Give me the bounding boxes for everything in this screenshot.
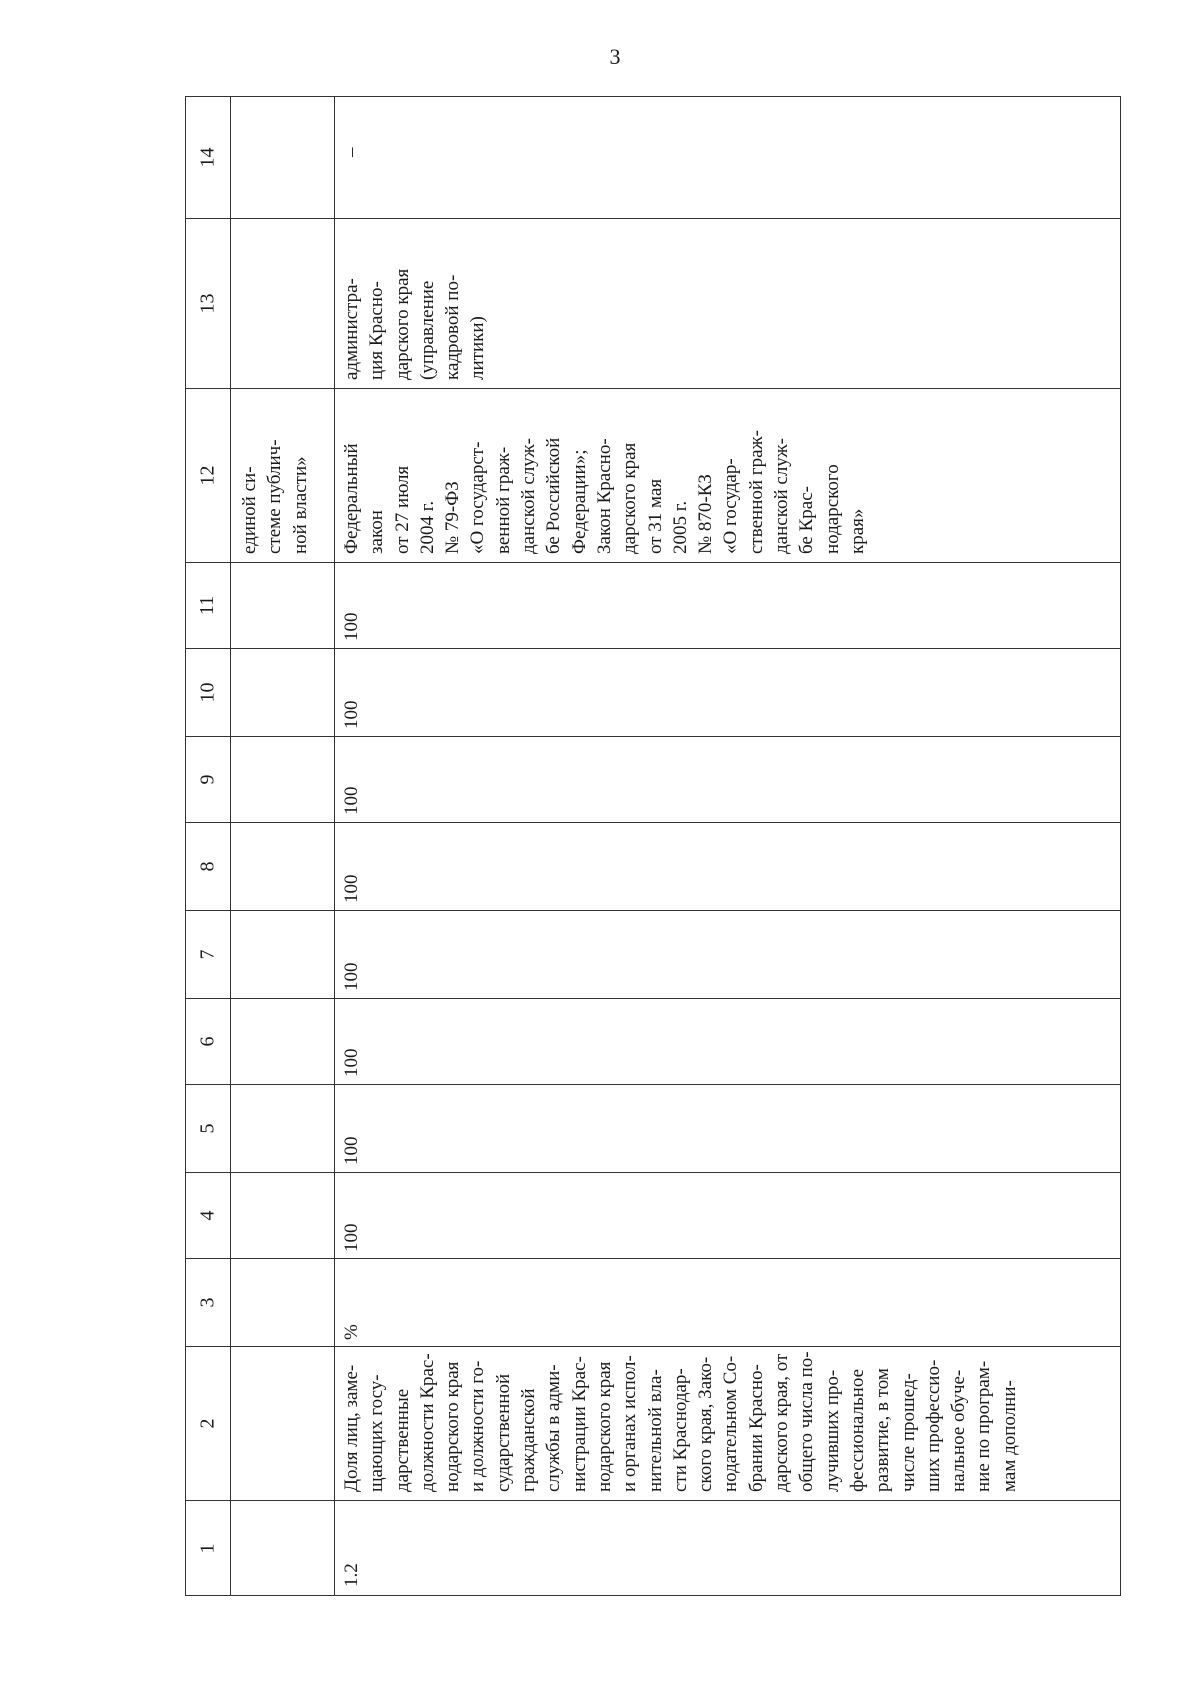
column-header-13: 13 bbox=[196, 293, 219, 313]
column-divider bbox=[186, 562, 1120, 563]
value-cell-col5: 100 bbox=[341, 1136, 362, 1165]
column-divider bbox=[186, 1258, 1120, 1259]
column-divider bbox=[186, 1500, 1120, 1501]
column-header-14: 14 bbox=[196, 147, 219, 168]
legal-basis-cell: Федеральный закон от 27 июля 2004 г. № 79-ФЗ «О государст- венной граж- данской служ- бе Российской Федерации»; Закон Красно- дарского края от 31 мая 2005 г. № 870-КЗ «О государ- ственной граж- данской служ- бе Крас- нодарского края» bbox=[341, 430, 868, 554]
note-cell: – bbox=[341, 147, 362, 157]
column-header-1: 1 bbox=[196, 1543, 219, 1554]
row-divider bbox=[230, 97, 231, 1595]
column-header-7: 7 bbox=[196, 949, 219, 959]
column-header-11: 11 bbox=[196, 595, 219, 615]
value-cell-col8: 100 bbox=[341, 874, 362, 903]
row-number-cell: 1.2 bbox=[341, 1563, 362, 1587]
value-cell-col9: 100 bbox=[341, 786, 362, 815]
value-cell-col10: 100 bbox=[341, 700, 362, 729]
value-cell-col7: 100 bbox=[341, 962, 362, 991]
column-header-6: 6 bbox=[196, 1036, 219, 1046]
column-header-10: 10 bbox=[196, 682, 219, 702]
page-number: 3 bbox=[609, 44, 621, 69]
column-divider bbox=[186, 998, 1120, 999]
column-divider bbox=[186, 910, 1120, 911]
value-cell-col4: 100 bbox=[341, 1223, 362, 1252]
value-cell-col6: 100 bbox=[341, 1048, 362, 1077]
column-header-8: 8 bbox=[196, 861, 219, 871]
column-header-5: 5 bbox=[196, 1123, 219, 1133]
responsible-body-cell: администра- ция Красно- дарского края (управление кадровой по- литики) bbox=[341, 268, 489, 380]
document-table bbox=[185, 96, 1121, 1596]
indicator-name-cell: Доля лиц, заме- щающих госу- дарственные должности Крас- нодарского края и должности го- сударственной гражданской службы в адми- нистрации Крас- нодарского края и органах испол- нительной вла- сти Краснодар- ского края, Зако- нодательном Со- брании Красно- дарского края, от общего числа по- лучивших про- фессиональное развитие, в том числе прошед- ших профессио- нальное обуче- ние по програм- мам дополни- bbox=[341, 1351, 1020, 1492]
continuation-cell-col12: единой си- стеме публич- ной власти» bbox=[239, 439, 311, 554]
column-header-12: 12 bbox=[196, 465, 219, 485]
column-header-9: 9 bbox=[196, 774, 219, 784]
column-divider bbox=[186, 736, 1120, 737]
column-divider bbox=[186, 1346, 1120, 1347]
column-header-4: 4 bbox=[196, 1210, 219, 1220]
column-divider bbox=[186, 1172, 1120, 1173]
column-divider bbox=[186, 648, 1120, 649]
column-header-3: 3 bbox=[196, 1297, 219, 1307]
column-header-2: 2 bbox=[196, 1418, 219, 1428]
value-cell-col11: 100 bbox=[341, 612, 362, 641]
unit-cell: % bbox=[341, 1324, 362, 1340]
column-divider bbox=[186, 1084, 1120, 1085]
column-divider bbox=[186, 822, 1120, 823]
